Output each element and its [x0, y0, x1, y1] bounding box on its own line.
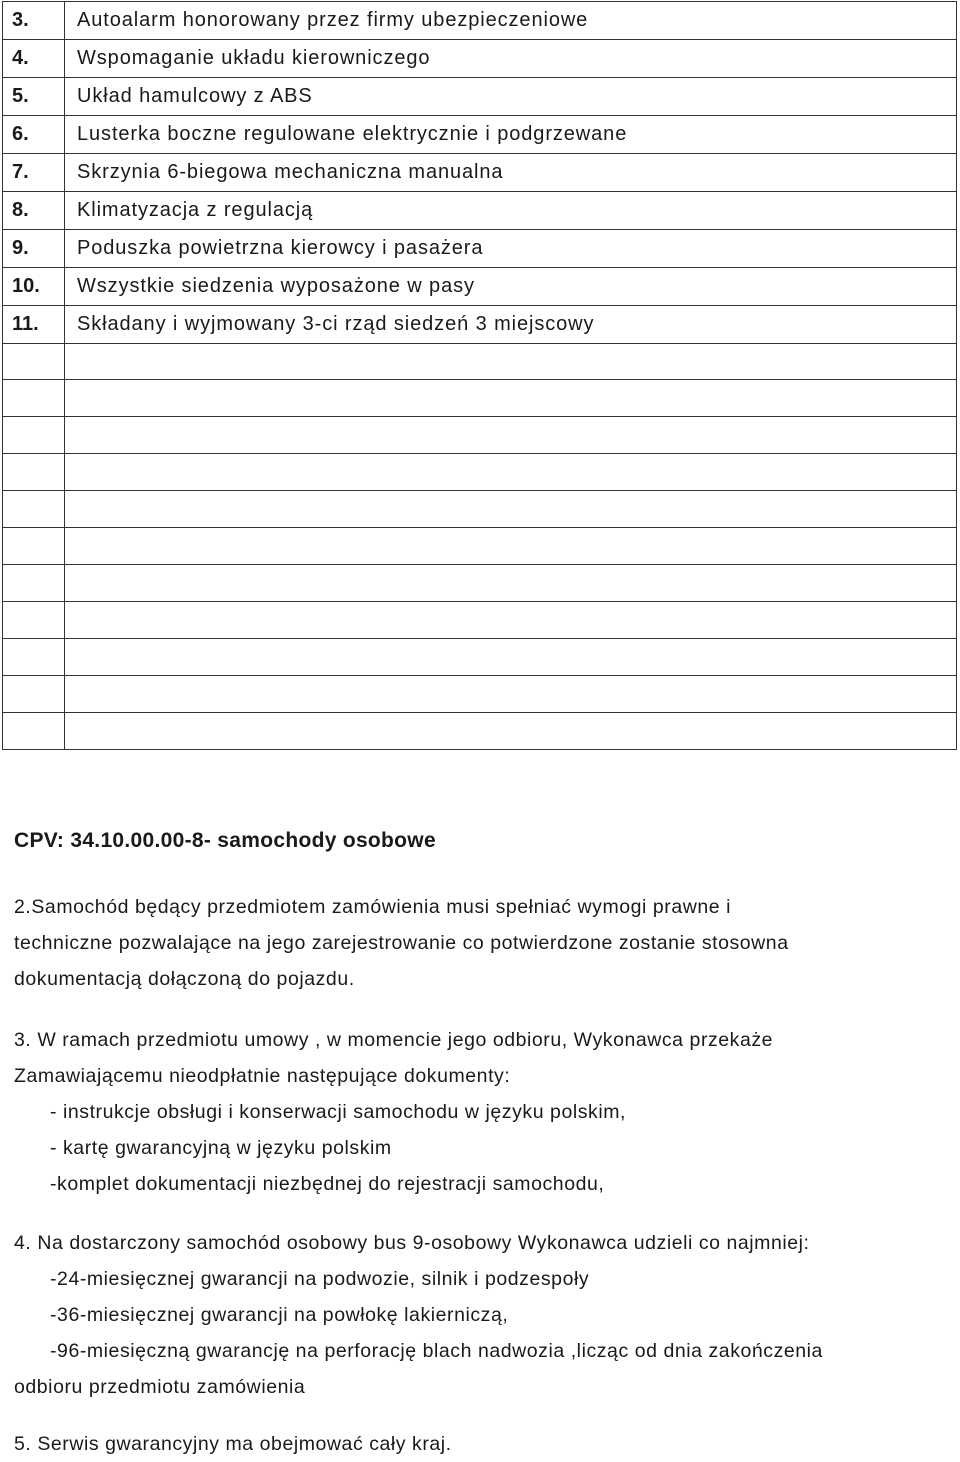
- cpv-heading: CPV: 34.10.00.00-8- samochody osobowe: [14, 829, 436, 852]
- empty-cell: [65, 713, 957, 750]
- table-row: [3, 78, 957, 116]
- empty-cell: [3, 602, 65, 639]
- section-5: [14, 1426, 452, 1462]
- table-row: [3, 306, 957, 344]
- empty-cell: [3, 676, 65, 713]
- table-row-empty: [3, 676, 957, 713]
- paragraph-line: 5. Serwis gwarancyjny ma obejmować cały kraj.: [14, 1433, 452, 1455]
- table-row-empty: [3, 344, 957, 380]
- empty-cell: [3, 528, 65, 565]
- table-row-empty: [3, 565, 957, 602]
- empty-cell: [3, 417, 65, 454]
- table-row-empty: [3, 454, 957, 491]
- paragraph-line: dokumentacją dołączoną do pojazdu.: [14, 968, 355, 990]
- empty-cell: [65, 639, 957, 676]
- table-row: [3, 230, 957, 268]
- section-3: [14, 1022, 773, 1202]
- empty-cell: [3, 639, 65, 676]
- table-row: [3, 2, 957, 40]
- empty-cell: [3, 344, 65, 380]
- empty-cell: [65, 491, 957, 528]
- table-row-empty: [3, 491, 957, 528]
- table-row: [3, 268, 957, 306]
- paragraph-line: 4. Na dostarczony samochód osobowy bus 9-osobowy Wykonawca udzieli co najmniej:: [14, 1232, 810, 1254]
- row-text: Układ hamulcowy z ABS: [65, 78, 957, 116]
- row-text: Lusterka boczne regulowane elektrycznie i podgrzewane: [65, 116, 957, 154]
- row-text: Autoalarm honorowany przez firmy ubezpieczeniowe: [65, 2, 957, 40]
- paragraph-line: techniczne pozwalające na jego zarejestrowanie co potwierdzone zostanie stosowna: [14, 932, 789, 954]
- table-row: [3, 192, 957, 230]
- empty-cell: [65, 380, 957, 417]
- row-text: Skrzynia 6-biegowa mechaniczna manualna: [65, 154, 957, 192]
- empty-cell: [65, 417, 957, 454]
- row-number: 4.: [3, 40, 65, 78]
- row-number: 6.: [3, 116, 65, 154]
- paragraph-line: odbioru przedmiotu zamówienia: [14, 1376, 306, 1398]
- row-text: Wspomaganie układu kierowniczego: [65, 40, 957, 78]
- table-row-empty: [3, 639, 957, 676]
- empty-cell: [65, 602, 957, 639]
- table-row-empty: [3, 528, 957, 565]
- empty-cell: [3, 713, 65, 750]
- section-2: [14, 889, 789, 997]
- list-item: - instrukcje obsługi i konserwacji samochodu w języku polskim,: [50, 1101, 626, 1123]
- list-item: -36-miesięcznej gwarancji na powłokę lakierniczą,: [50, 1304, 509, 1326]
- section-4: [14, 1225, 823, 1405]
- paragraph-line: 3. W ramach przedmiotu umowy , w momencie jego odbioru, Wykonawca przekaże: [14, 1029, 774, 1051]
- table-row: [3, 116, 957, 154]
- row-text: Składany i wyjmowany 3-ci rząd siedzeń 3 miejscowy: [65, 306, 957, 344]
- list-item: - kartę gwarancyjną w języku polskim: [50, 1137, 392, 1159]
- row-number: 9.: [3, 230, 65, 268]
- empty-cell: [65, 528, 957, 565]
- empty-cell: [65, 565, 957, 602]
- row-number: 3.: [3, 2, 65, 40]
- empty-cell: [3, 380, 65, 417]
- row-number: 8.: [3, 192, 65, 230]
- row-number: 5.: [3, 78, 65, 116]
- row-text: Poduszka powietrzna kierowcy i pasażera: [65, 230, 957, 268]
- table-row-empty: [3, 417, 957, 454]
- empty-cell: [3, 491, 65, 528]
- list-item: -96-miesięczną gwarancję na perforację blach nadwozia ,licząc od dnia zakończenia: [50, 1340, 823, 1362]
- table-row: [3, 154, 957, 192]
- row-text: Wszystkie siedzenia wyposażone w pasy: [65, 268, 957, 306]
- table-row-empty: [3, 602, 957, 639]
- empty-cell: [65, 676, 957, 713]
- empty-cell: [65, 344, 957, 380]
- paragraph-line: Zamawiającemu nieodpłatnie następujące dokumenty:: [14, 1065, 511, 1087]
- row-text: Klimatyzacja z regulacją: [65, 192, 957, 230]
- empty-cell: [65, 454, 957, 491]
- row-number: 7.: [3, 154, 65, 192]
- paragraph-line: 2.Samochód będący przedmiotem zamówienia musi spełniać wymogi prawne i: [14, 896, 731, 918]
- table-row-empty: [3, 380, 957, 417]
- table-row: [3, 40, 957, 78]
- empty-cell: [3, 454, 65, 491]
- list-item: -24-miesięcznej gwarancji na podwozie, silnik i podzespoły: [50, 1268, 590, 1290]
- table-row-empty: [3, 713, 957, 750]
- equipment-table: [2, 1, 957, 750]
- list-item: -komplet dokumentacji niezbędnej do rejestracji samochodu,: [50, 1173, 605, 1195]
- row-number: 11.: [3, 306, 65, 344]
- empty-cell: [3, 565, 65, 602]
- row-number: 10.: [3, 268, 65, 306]
